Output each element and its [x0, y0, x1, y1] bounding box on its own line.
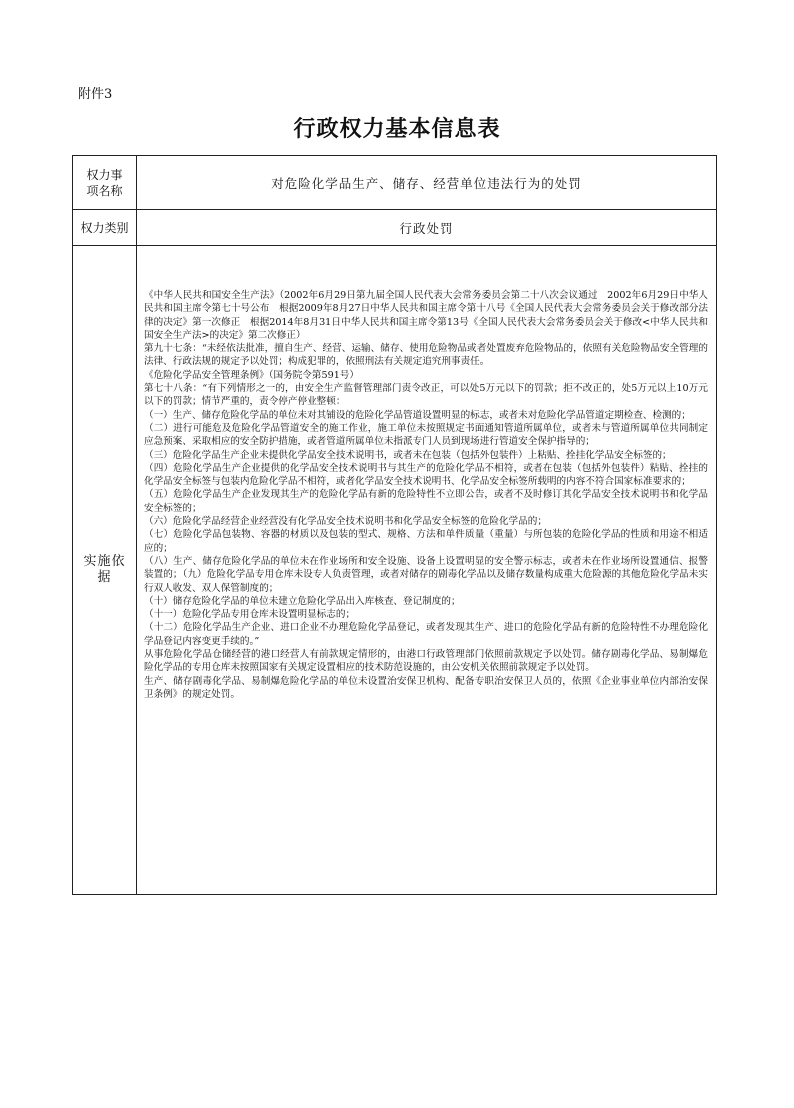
basis-paragraph: （一）生产、储存危险化学品的单位未对其铺设的危险化学品管道设置明显的标志，或者未对危险化学品管道定期检查、检测的；	[144, 409, 691, 421]
basis-paragraph: （三）危险化学品生产企业未提供化学品安全技术说明书，或者未在包装（包括外包装件）上粘贴、拴挂化学品安全标签的；	[144, 449, 672, 461]
table-row-power-type	[73, 210, 717, 246]
power-name-value: 对危险化学品生产、储存、经营单位违法行为的处罚	[137, 156, 717, 210]
basis-paragraph: 从事危险化学品仓储经营的港口经营人有前款规定情形的，由港口行政管理部门依照前款规定予以处罚。储存剧毒化学品、易制爆危险化学品的专用仓库未按照国家有关规定设置相应的技术防范设施的，由公安机关依照前款规定予以处罚。	[144, 649, 708, 674]
legal-basis-content	[137, 246, 717, 895]
basis-paragraph: （十二）危险化学品生产企业、进口企业不办理危险化学品登记，或者发现其生产、进口的危险化学品有新的危险特性不办理危险化学品登记内容变更手续的。”	[144, 622, 708, 647]
legal-basis-label-cell	[73, 246, 137, 895]
basis-paragraph: （六）危险化学品经营企业经营没有化学品安全技术说明书和化学品安全标签的危险化学品的；	[144, 516, 547, 528]
basis-paragraph: （十）储存危险化学品的单位未建立危险化学品出入库核查、登记制度的；	[144, 595, 461, 607]
document-title: 行政权力基本信息表	[293, 116, 501, 142]
attachment-label: 附件3	[78, 87, 113, 102]
basis-paragraph: （八）生产、储存危险化学品的单位未在作业场所和安全设施、设备上设置明显的安全警示标志，或者未在作业场所设置通信、报警装置的；（九）危险化学品专用仓库未设专人负责管理，或者对储存的剧毒化学品以及储存数量构成重大危险源的其他危险化学品未实行双人收发、双人保管制度的；	[144, 555, 708, 594]
power-name-label-cell	[73, 156, 137, 210]
power-type-value: 行政处罚	[137, 210, 717, 246]
legal-basis-label: 实施依据	[83, 554, 126, 585]
basis-paragraph: （七）危险化学品包装物、容器的材质以及包装的型式、规格、方法和单件质量（重量）与所包装的危险化学品的性质和用途不相适应的；	[144, 529, 708, 554]
basis-paragraph: （四）危险化学品生产企业提供的化学品安全技术说明书与其生产的危险化学品不相符，或者在包装（包括外包装件）粘贴、拴挂的化学品安全标签与包装内危险化学品不相符，或者化学品安全技术说明书、化学品安全标签所载明的内容不符合国家标准要求的；	[144, 462, 708, 488]
power-type-label: 权力类别	[80, 220, 129, 235]
info-table	[72, 155, 717, 895]
basis-paragraph: 《危险化学品安全管理条例》（国务院令第591号）	[144, 369, 359, 381]
basis-paragraph: 《中华人民共和国安全生产法》（2002年6月29日第九届全国人民代表大会常务委员会第二十八次会议通过 2002年6月29日中华人民共和国主席令第七十号公布 根据2009年8月27日中华人民共和国主席令第十八号《全国人民代表大会常务委员会关于修改部分法律的决定》第一次修正 根据2014年8月31日中华人民共和国主席令第13号《全国人民代表大会常务委员会关于修改<中华人民共和国安全生产法>的决定》第二次修正）	[144, 290, 708, 341]
power-name-label: 权力事项名称	[86, 167, 123, 198]
table-row-legal-basis	[73, 246, 717, 895]
power-type-label-cell	[73, 210, 137, 246]
basis-paragraph: （十一）危险化学品专用仓库未设置明显标志的；	[144, 609, 356, 621]
basis-paragraph: 第七十八条：“有下列情形之一的，由安全生产监督管理部门责令改正，可以处5万元以下的罚款；拒不改正的，处5万元以上10万元以下的罚款；情节严重的，责令停产停业整顿：	[144, 383, 708, 408]
basis-paragraph: 生产、储存剧毒化学品、易制爆危险化学品的单位未设置治安保卫机构、配备专职治安保卫人员的，依照《企业事业单位内部治安保卫条例》的规定处罚。	[144, 675, 708, 700]
table-row-power-name	[73, 156, 717, 210]
basis-paragraph: （五）危险化学品生产企业发现其生产的危险化学品有新的危险特性不立即公告，或者不及时修订其化学品安全技术说明书和化学品安全标签的；	[144, 489, 708, 514]
basis-paragraph: 第九十七条：“未经依法批准，擅自生产、经营、运输、储存、使用危险物品或者处置废弃危险物品的，依照有关危险物品安全管理的法律、行政法规的规定予以处罚；构成犯罪的，依照刑法有关规定追究刑事责任。	[144, 343, 708, 368]
basis-paragraph: （二）进行可能危及危险化学品管道安全的施工作业，施工单位未按照规定书面通知管道所属单位，或者未与管道所属单位共同制定应急预案、采取相应的安全防护措施，或者管道所属单位未指派专门人员到现场进行管道安全保护指导的；	[144, 422, 708, 448]
